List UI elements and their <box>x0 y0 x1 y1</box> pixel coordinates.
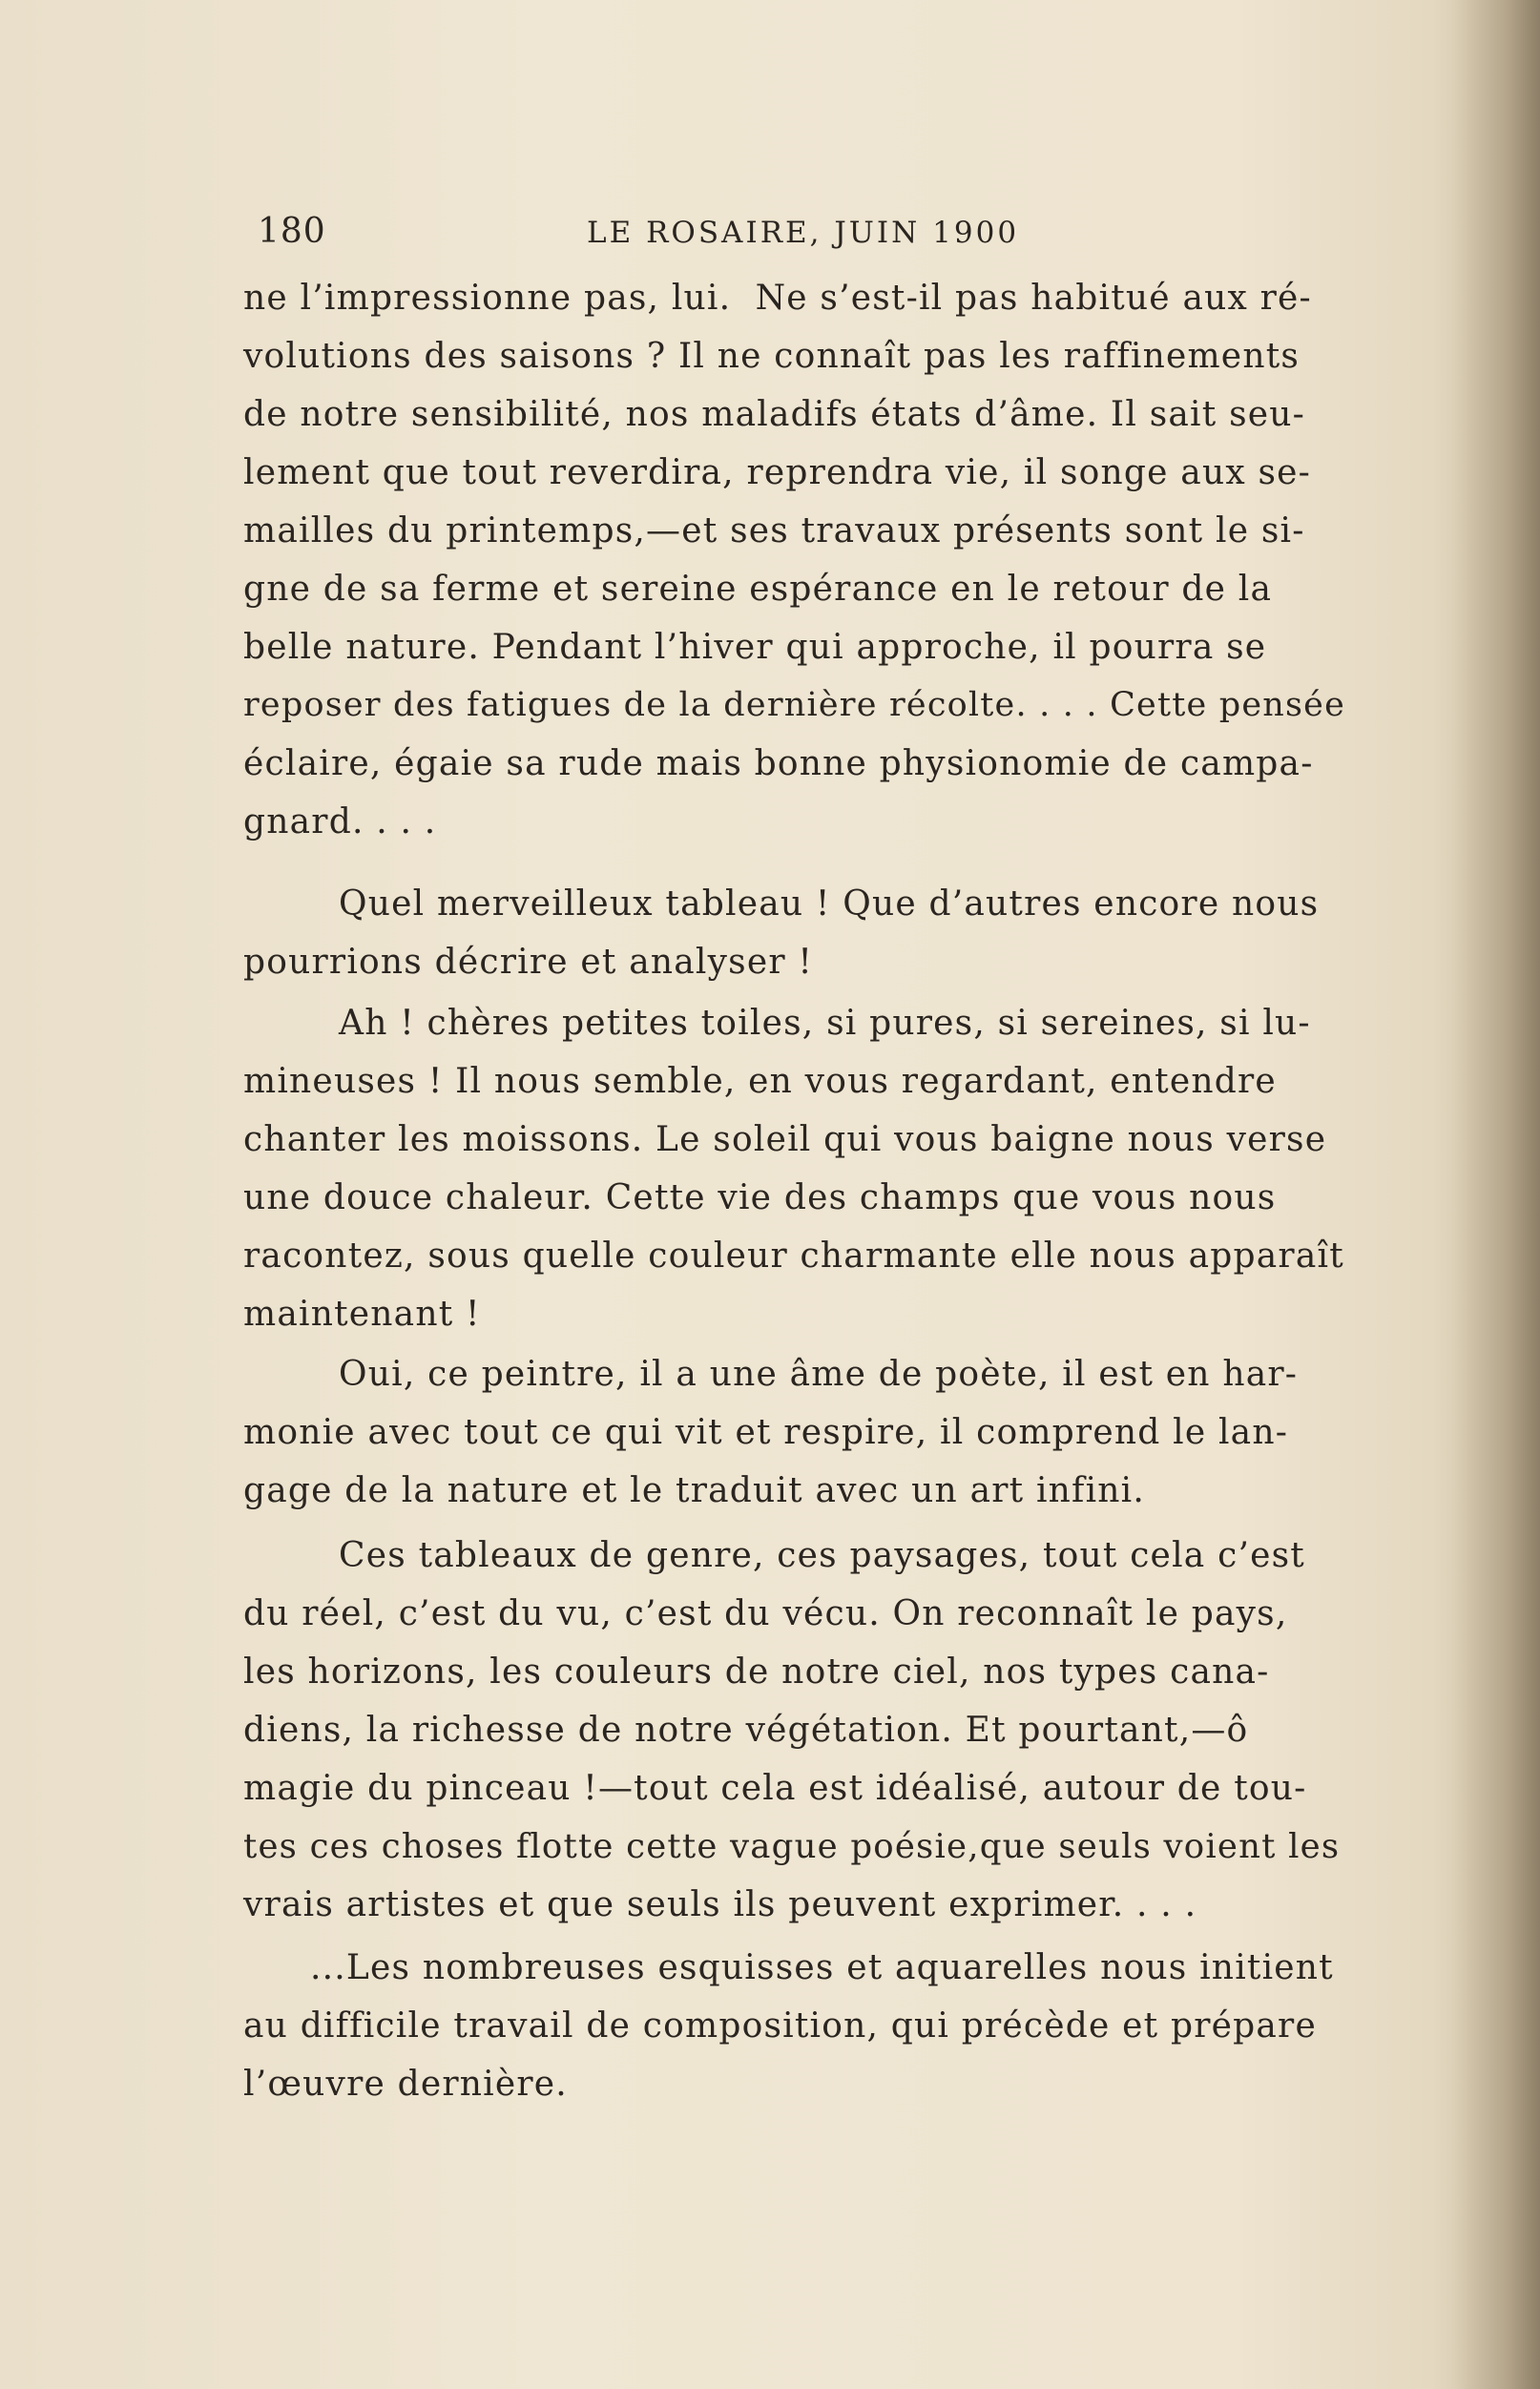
text-line: l’œuvre dernière. <box>243 2065 568 2104</box>
page-number: 180 <box>258 212 326 251</box>
text-line: ne l’impressionne pas, lui. Ne s’est-il pas habitué aux ré- <box>243 279 1312 318</box>
text-line: de notre sensibilité, nos maladifs états d’âme. Il sait seu- <box>243 395 1305 434</box>
text-line: tes ces choses flotte cette vague poésie,que seuls voient les <box>243 1827 1341 1866</box>
paragraph-first-line: Oui, ce peintre, il a une âme de poète, il est en har- <box>339 1355 1299 1394</box>
text-line: gage de la nature et le traduit avec un art infini. <box>243 1471 1146 1510</box>
paragraph-first-line: Ces tableaux de genre, ces paysages, tout cela c’est <box>339 1536 1305 1575</box>
text-line: lement que tout reverdira, reprendra vie, il songe aux se- <box>243 453 1312 492</box>
text-line: au difficile travail de composition, qui précède et prépare <box>243 2006 1317 2046</box>
page-header <box>258 208 1021 265</box>
text-line: racontez, sous quelle couleur charmante elle nous apparaît <box>243 1236 1344 1276</box>
text-line: magie du pinceau !—tout cela est idéalisé, autour de tou- <box>243 1769 1307 1808</box>
text-line: éclaire, égaie sa rude mais bonne physionomie de campa- <box>243 744 1314 783</box>
text-line: gnard. . . . <box>243 802 437 841</box>
text-line: maintenant ! <box>243 1295 481 1334</box>
text-line: gne de sa ferme et sereine espérance en le retour de la <box>243 570 1273 609</box>
text-line: mailles du printemps,—et ses travaux présents sont le si- <box>243 511 1305 551</box>
running-title: LE ROSAIRE, JUIN 1900 <box>587 216 1020 250</box>
text-line: reposer des fatigues de la dernière récolte. . . . Cette pensée <box>243 686 1345 724</box>
text-line: volutions des saisons ? Il ne connaît pas les raffinements <box>243 337 1301 376</box>
text-line: une douce chaleur. Cette vie des champs que vous nous <box>243 1178 1277 1217</box>
text-line: les horizons, les couleurs de notre ciel, nos types cana- <box>243 1652 1270 1692</box>
text-line: diens, la richesse de notre végétation. Et pourtant,—ô <box>243 1711 1249 1750</box>
text-line: mineuses ! Il nous semble, en vous regardant, entendre <box>243 1062 1277 1101</box>
text-line: chanter les moissons. Le soleil qui vous baigne nous verse <box>243 1120 1327 1159</box>
text-line: du réel, c’est du vu, c’est du vécu. On reconnaît le pays, <box>243 1594 1288 1633</box>
paragraph-first-line: Ah ! chères petites toiles, si pures, si sereines, si lu- <box>339 1004 1311 1043</box>
paragraph-first-line: Quel merveilleux tableau ! Que d’autres encore nous <box>339 884 1320 924</box>
text-line: pourrions décrire et analyser ! <box>243 943 814 982</box>
paragraph-first-line: ...Les nombreuses esquisses et aquarelles nous initient <box>310 1948 1334 1987</box>
text-line: belle nature. Pendant l’hiver qui approche, il pourra se <box>243 628 1267 667</box>
text-line: monie avec tout ce qui vit et respire, il comprend le lan- <box>243 1413 1289 1452</box>
text-line: vrais artistes et que seuls ils peuvent exprimer. . . . <box>243 1885 1197 1924</box>
page-edge-shadow <box>1454 0 1540 2389</box>
